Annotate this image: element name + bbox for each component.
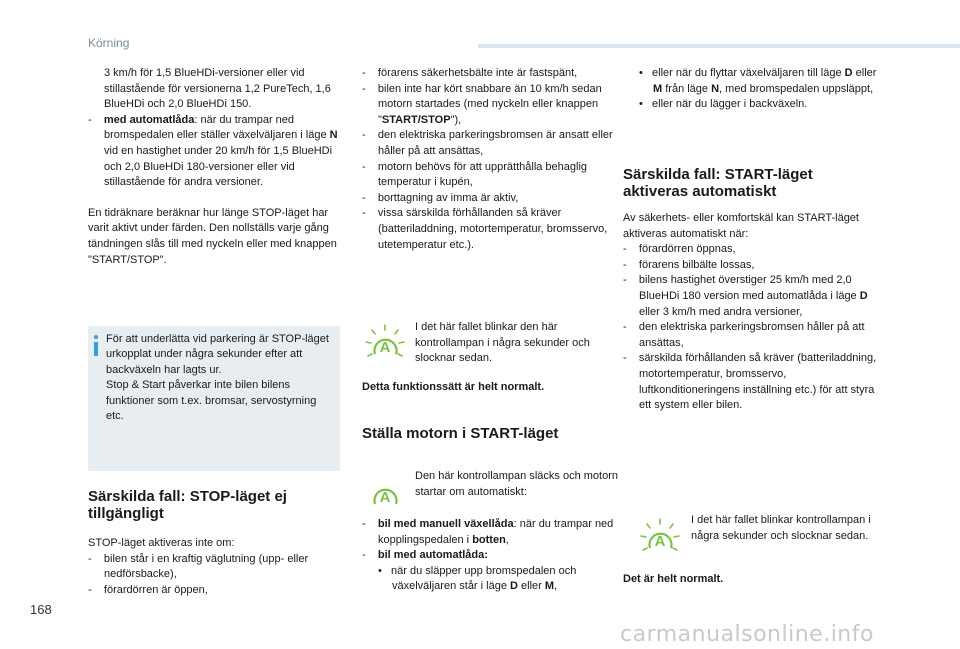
- column-1: [88, 66, 338, 268]
- list-item: - förarens säkerhetsbälte inte är fastspänt,: [362, 67, 578, 79]
- list-item: - förarens bilbälte lossas,: [623, 258, 755, 271]
- section-intro: STOP-läget aktiveras inte om:: [88, 537, 235, 549]
- list-item: • när du släpper upp bromspedalen och växelväljaren står i läge D eller M,: [378, 564, 577, 593]
- lamp-description: I det här fallet blinkar den här kontrollampan i några sekunder och slocknar sedan.: [415, 321, 590, 365]
- info-text-2: Stop & Start påverkar inte bilen bilens funktioner som t.ex. bromsar, servostyrning etc.: [106, 379, 317, 423]
- column-2: [362, 66, 618, 253]
- list-item: - den elektriska parkeringsbromsen håller på att ansättas,: [623, 321, 865, 349]
- eco-a-flashing-icon: [638, 516, 682, 560]
- lamp-description: I det här fallet blinkar kontrollampan i några sekunder och slocknar sedan.: [691, 514, 871, 542]
- section-title: Körning: [88, 36, 130, 50]
- header-rule: [478, 44, 960, 48]
- watermark: carmanualsonline.info: [620, 622, 874, 647]
- list-item: • eller när du lägger i backväxeln.: [639, 98, 808, 111]
- lamp-description: Den här kontrollampan släcks och motorn startar om automatiskt:: [415, 470, 618, 498]
- normal-note: Detta funktionssätt är helt normalt.: [362, 381, 545, 393]
- info-text: För att underlätta vid parkering är STOP-läget urkopplat under några sekunder efter att backväxeln har lagts ur.: [106, 333, 329, 376]
- stop-unavailable-section: [88, 488, 338, 598]
- list-item: - bilens hastighet överstiger 25 km/h med 2,0 BlueHDi 180 version med automatlåda i läge D eller 3 km/h med andra versioner,: [623, 274, 868, 318]
- restart-conditions: [362, 517, 618, 595]
- list-item: - särskilda förhållanden så kräver (batteriladdning, motortemperatur, bromsservo, luftkonditioneringens inställning etc.) för att styra ett system eller bilen.: [623, 352, 877, 412]
- list-item: • eller när du flyttar växelväljaren till läge D eller M från läge N, med bromspedalen uppsläppt,: [639, 67, 877, 95]
- section-heading: Särskilda fall: STOP-läget ej tillgängligt: [88, 488, 287, 522]
- continued-text: 3 km/h för 1,5 BlueHDi-versioner eller vid stillastående för versionerna 1,2 PureTech, 1,6 BlueHDi och 2,0 BlueHDi 150.: [104, 67, 331, 111]
- list-item: - med automatlåda: när du trampar ned bromspedalen eller ställer växelväljaren i läge N vid en hastighet under 20 km/h för 1,5 BlueHDi och 2,0 BlueHDi 180-versioner eller vid stillastående för andra versioner.: [88, 113, 338, 189]
- timer-paragraph: En tidräknare beräknar hur länge STOP-läget har varit aktivt under färden. Den nollställs varje gång tändningen slås till med nyckeln eller med knappen "START/STOP".: [88, 206, 337, 266]
- list-item: - motorn behövs för att upprätthålla behaglig temperatur i kupén,: [362, 160, 588, 189]
- list-item: - förardörren öppnas,: [623, 243, 736, 256]
- list-item: - förardörren är öppen,: [88, 583, 208, 596]
- section-intro: Av säkerhets- eller komfortskäl kan START-läget aktiveras automatiskt när:: [623, 212, 859, 240]
- section-heading: Särskilda fall: START-läget aktiveras automatiskt: [623, 166, 813, 200]
- info-box: [88, 326, 340, 471]
- eco-a-icon: [363, 472, 407, 516]
- svg-text:A: A: [379, 339, 391, 356]
- section-heading: Ställa motorn i START-läget: [362, 425, 559, 442]
- list-item: - bil med automatlåda:: [362, 549, 488, 562]
- svg-text:A: A: [379, 489, 391, 506]
- column-3: [623, 66, 883, 113]
- list-item: - bil med manuell växellåda: när du trampar ned kopplingspedalen i botten,: [362, 518, 614, 546]
- svg-text:A: A: [654, 533, 666, 550]
- info-icon: [94, 336, 98, 354]
- eco-a-flashing-icon: [363, 322, 407, 366]
- list-item: - bilen inte har kört snabbare än 10 km/h sedan motorn startades (med nyckeln eller knappen "START/STOP"),: [362, 82, 602, 126]
- normal-note: Det är helt normalt.: [623, 573, 724, 585]
- list-item: - bilen står i en kraftig väglutning (upp- eller nedförsbacke),: [88, 552, 309, 581]
- list-item: - borttagning av imma är aktiv,: [362, 191, 519, 204]
- start-auto-section: [623, 211, 885, 414]
- page-number: 168: [30, 602, 52, 617]
- list-item: - vissa särskilda förhållanden så kräver (batteriladdning, motortemperatur, bromsservo, utetemperatur etc.).: [362, 207, 608, 251]
- list-item: - den elektriska parkeringsbromsen är ansatt eller håller på att ansättas,: [362, 129, 613, 157]
